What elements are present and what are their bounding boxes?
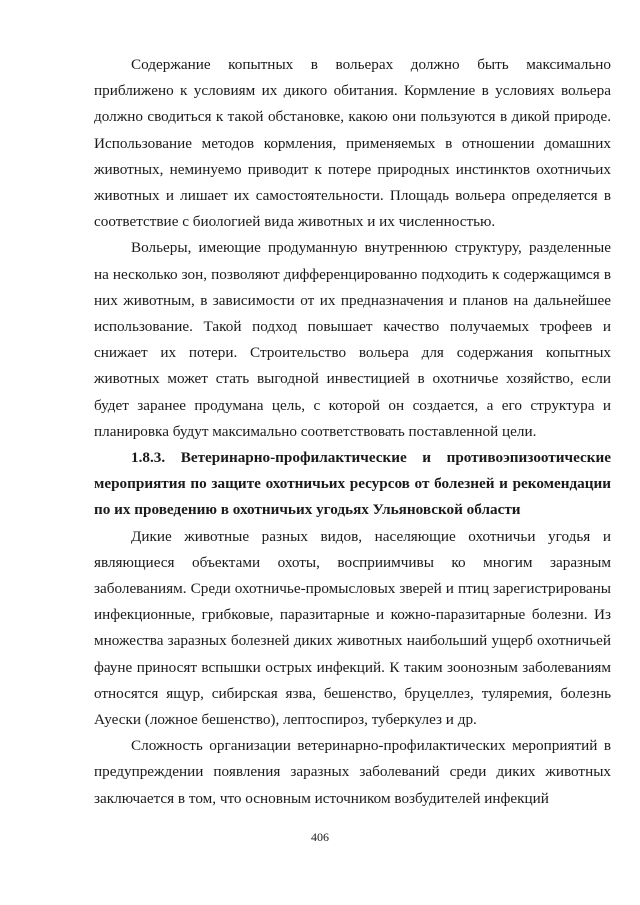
document-body xyxy=(94,52,611,812)
paragraph-veterinary-measures: Сложность организации ветеринарно-профилактических мероприятий в предупреждении появления заразных заболеваний среди диких животных заключается в том, что основным источником возбудителей инфекций xyxy=(94,737,611,807)
section-heading: 1.8.3. Ветеринарно-профилактические и противоэпизоотические мероприятия по защите охотничьих ресурсов от болезней и рекомендации по их проведению в охотничьих угодьях Ульяновской области xyxy=(94,449,611,519)
page-number: 406 xyxy=(311,830,329,844)
paragraph-enclosure-structure: Вольеры, имеющие продуманную внутреннюю структуру, разделенные на несколько зон, позволяют дифференцированно подходить к содержащимся в них животным, в зависимости от их предназначения и планов на дальнейшее использование. Такой подход повышает качество получаемых трофеев и снижает их потери. Строительство вольера для содержания копытных животных может стать выгодной инвестицией в охотничье хозяйство, если будет заранее продумана цель, с которой он создается, а его структура и планировка будут максимально соответствовать поставленной цели. xyxy=(94,239,611,440)
paragraph-diseases: Дикие животные разных видов, населяющие охотничьи угодья и являющиеся объектами охоты, восприимчивы ко многим заразным заболеваниям. Среди охотничье-промысловых зверей и птиц зарегистрированы инфекционные, грибковые, паразитарные и кожно-паразитарные болезни. Из множества заразных болезней диких животных наибольший ущерб охотничьей фауне приносят вспышки острых инфекций. К таким зоонозным заболеваниям относятся ящур, сибирская язва, бешенство, бруцеллез, туляремия, болезнь Ауески (ложное бешенство), лептоспироз, туберкулез и др. xyxy=(94,527,611,729)
paragraph-enclosure-conditions: Содержание копытных в вольерах должно быть максимально приближено к условиям их дикого обитания. Кормление в условиях вольера должно сводиться к такой обстановке, какою они пользуются в дикой природе. Использование методов кормления, применяемых в отношении домашних животных, неминуемо приводит к потере природных инстинктов охотничьих животных и лишает их самостоятельности. Площадь вольера определяется в соответствие с биологией вида животных и их численностью. xyxy=(94,56,611,231)
